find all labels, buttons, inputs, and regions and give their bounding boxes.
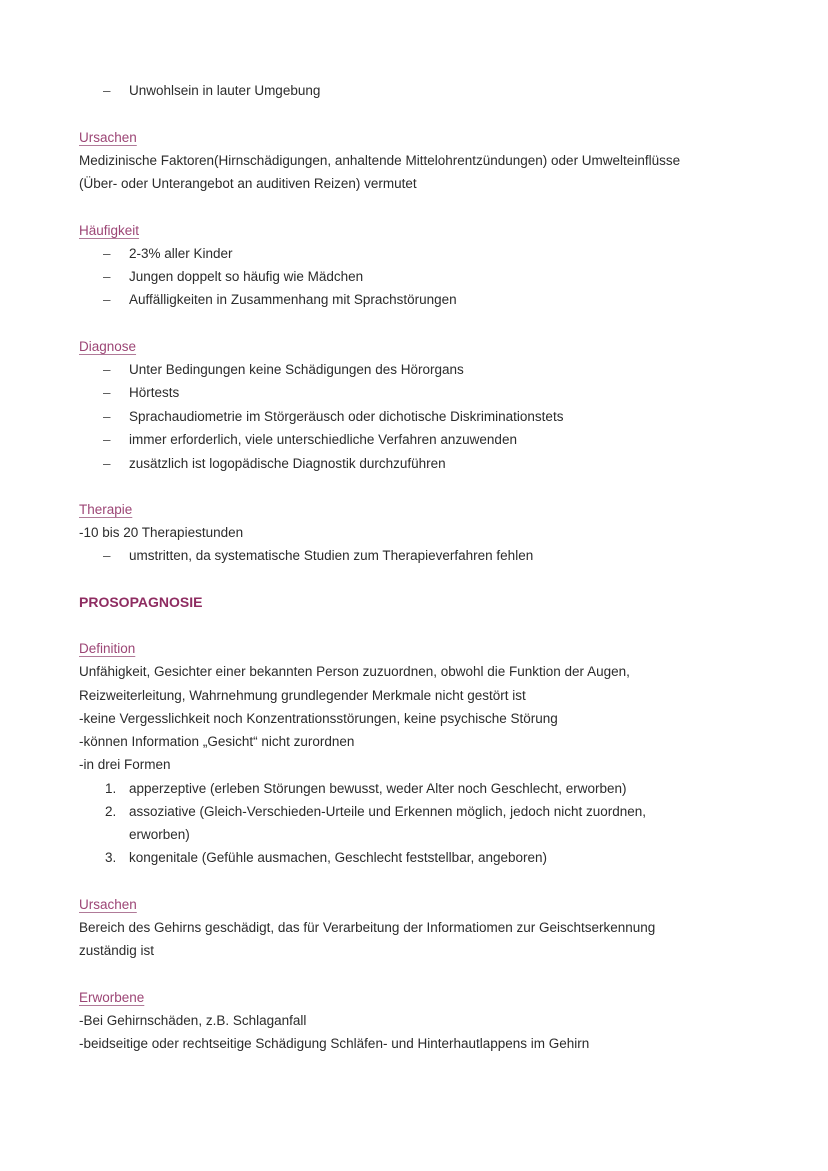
paragraph-line: -in drei Formen [79, 757, 171, 772]
list-item-text: Sprachaudiometrie im Störgeräusch oder dichotische Diskriminationstets [129, 409, 564, 424]
heading-diagnose: Diagnose [79, 339, 137, 354]
item-number: 3. [105, 850, 117, 865]
list-item-text: Unter Bedingungen keine Schädigungen des Hörorgans [129, 362, 464, 377]
list-item-text: Unwohlsein in lauter Umgebung [129, 83, 321, 98]
section-title: PROSOPAGNOSIE [79, 594, 203, 610]
list-item-text: zusätzlich ist logopädische Diagnostik durchzuführen [129, 456, 446, 471]
bullet-dash: – [103, 269, 111, 284]
paragraph-line: -10 bis 20 Therapiestunden [79, 525, 244, 540]
bullet-dash: – [103, 292, 111, 307]
bullet-dash: – [103, 409, 111, 424]
paragraph-line: (Über- oder Unterangebot an auditiven Reizen) vermutet [79, 176, 417, 191]
paragraph-line: -beidseitige oder rechtseitige Schädigung Schläfen- und Hinterhautlappens im Gehirn [79, 1036, 590, 1051]
list-item-text: Jungen doppelt so häufig wie Mädchen [129, 269, 364, 284]
bullet-dash: – [103, 432, 111, 447]
paragraph-line: -keine Vergesslichkeit noch Konzentrationsstörungen, keine psychische Störung [79, 711, 558, 726]
bullet-dash: – [103, 246, 111, 261]
paragraph-line: Bereich des Gehirns geschädigt, das für Verarbeitung der Informatiomen zur Geischtserkennung [79, 920, 656, 935]
paragraph-line: Reizweiterleitung, Wahrnehmung grundlegender Merkmale nicht gestört ist [79, 688, 526, 703]
paragraph-line: zuständig ist [79, 943, 155, 958]
item-number: 2. [105, 804, 117, 819]
heading-ursachen: Ursachen [79, 130, 137, 145]
paragraph-line: -Bei Gehirnschäden, z.B. Schlaganfall [79, 1013, 307, 1028]
bullet-dash: – [103, 456, 111, 471]
bullet-dash: – [103, 385, 111, 400]
heading-definition: Definition [79, 641, 136, 656]
bullet-dash: – [103, 548, 111, 563]
list-item-text: immer erforderlich, viele unterschiedliche Verfahren anzuwenden [129, 432, 517, 447]
paragraph-line: Medizinische Faktoren(Hirnschädigungen, anhaltende Mittelohrentzündungen) oder Umwelteinflüsse [79, 153, 681, 168]
numbered-item-text: erworben) [129, 827, 190, 842]
bullet-dash: – [103, 83, 111, 98]
heading-erworbene: Erworbene [79, 990, 145, 1005]
paragraph-line: Unfähigkeit, Gesichter einer bekannten Person zuzuordnen, obwohl die Funktion der Augen, [79, 664, 630, 679]
heading-ursachen-2: Ursachen [79, 897, 137, 912]
list-item-text: umstritten, da systematische Studien zum Therapieverfahren fehlen [129, 548, 534, 563]
list-item-text: Hörtests [129, 385, 180, 400]
list-item-text: 2-3% aller Kinder [129, 246, 233, 261]
paragraph-line: -können Information „Gesicht“ nicht zurordnen [79, 734, 355, 749]
numbered-item-text: apperzeptive (erleben Störungen bewusst, weder Alter noch Geschlecht, erworben) [129, 781, 627, 796]
list-item-text: Auffälligkeiten in Zusammenhang mit Sprachstörungen [129, 292, 457, 307]
heading-therapie: Therapie [79, 502, 133, 517]
bullet-dash: – [103, 362, 111, 377]
numbered-item-text: kongenitale (Gefühle ausmachen, Geschlecht feststellbar, angeboren) [129, 850, 548, 865]
heading-haeufigkeit: Häufigkeit [79, 223, 140, 238]
numbered-item-text: assoziative (Gleich-Verschieden-Urteile und Erkennen möglich, jedoch nicht zuordnen, [129, 804, 647, 819]
item-number: 1. [105, 781, 117, 796]
